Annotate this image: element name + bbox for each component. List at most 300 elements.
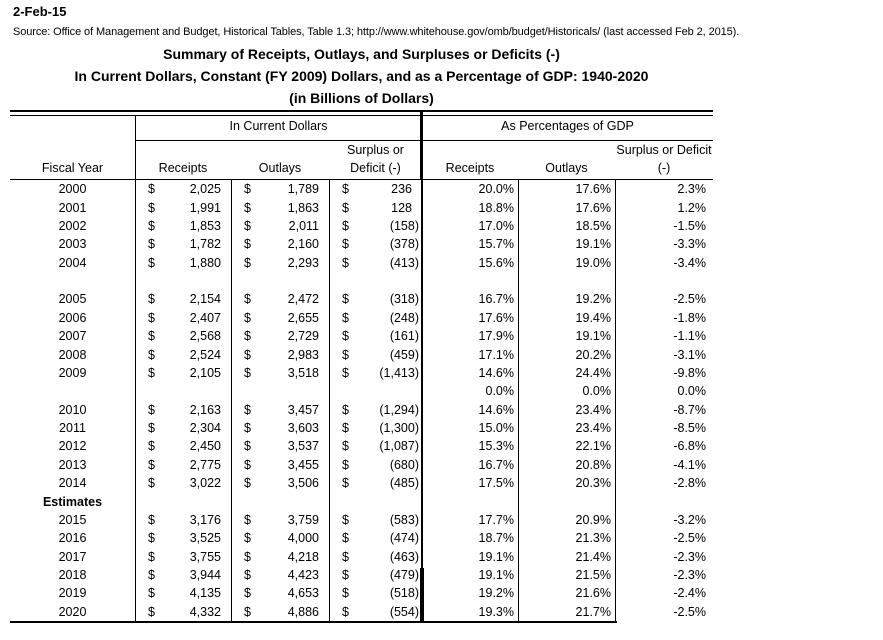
fiscal-year-cell: 2001 <box>58 200 87 215</box>
outlays-pct-gdp-cell: 20.2% <box>575 347 611 362</box>
table-row-2010 <box>10 401 713 419</box>
receipts-value: 2,568 <box>189 329 221 344</box>
outlays-dollars-cell <box>231 382 329 400</box>
currency-symbol: $ <box>342 365 349 380</box>
receipts-value: 1,782 <box>189 237 221 252</box>
table-row-2017 <box>10 548 713 566</box>
table-row-2009 <box>10 364 713 382</box>
outlays-pct-gdp-cell: 24.4% <box>575 365 611 380</box>
table-row-2003 <box>10 235 713 253</box>
receipts-pct-gdp-cell: 17.1% <box>478 347 514 362</box>
table-row-2008 <box>10 345 713 363</box>
outlays-dollars-cell <box>231 548 329 566</box>
receipts-value: 2,025 <box>189 182 221 197</box>
surplus-pct-gdp-cell: -8.5% <box>673 421 706 436</box>
outlays-dollars-cell <box>231 180 329 198</box>
currency-symbol: $ <box>148 365 155 380</box>
outlays-value: 3,455 <box>287 457 319 472</box>
surplus-pct-gdp-cell: -2.5% <box>673 531 706 546</box>
outlays-pct-gdp-cell: 21.5% <box>575 568 611 583</box>
fiscal-year-cell: 2006 <box>58 310 87 325</box>
table-row-2004 <box>10 254 713 272</box>
surplus-dollars-cell <box>329 456 422 474</box>
receipts-value: 3,944 <box>189 568 221 583</box>
surplus-pct-gdp-cell: -8.7% <box>673 402 706 417</box>
outlays-value: 3,518 <box>287 365 319 380</box>
surplus-value: (463) <box>389 549 419 564</box>
receipts-dollars-cell <box>135 511 231 529</box>
surplus-pct-gdp-cell: -2.3% <box>673 568 706 583</box>
currency-symbol: $ <box>148 549 155 564</box>
receipts-pct-gdp-cell: 17.6% <box>478 310 514 325</box>
currency-symbol: $ <box>244 292 251 307</box>
currency-symbol: $ <box>148 421 155 436</box>
outlays-value: 4,886 <box>287 604 319 619</box>
receipts-value: 1,853 <box>189 218 221 233</box>
fiscal-year-cell: 2020 <box>58 604 87 619</box>
surplus-dollars-cell <box>329 437 422 455</box>
currency-symbol: $ <box>342 512 349 527</box>
outlays-value: 2,729 <box>287 329 319 344</box>
receipts-pct-gdp-cell: 18.7% <box>478 531 514 546</box>
currency-symbol: $ <box>244 237 251 252</box>
currency-symbol: $ <box>342 218 349 233</box>
outlays-pct-gdp-cell: 20.8% <box>575 457 611 472</box>
surplus-pct-gdp-cell: -2.8% <box>673 476 706 491</box>
col-header-outlays-current: Outlays <box>258 161 302 175</box>
currency-symbol: $ <box>342 568 349 583</box>
surplus-value: (318) <box>389 292 419 307</box>
surplus-dollars-cell <box>329 345 422 363</box>
currency-symbol: $ <box>148 292 155 307</box>
receipts-dollars-cell <box>135 492 231 510</box>
surplus-dollars-cell <box>329 474 422 492</box>
outlays-value: 1,789 <box>287 182 319 197</box>
outlays-value: 2,011 <box>288 218 319 233</box>
currency-symbol: $ <box>148 329 155 344</box>
surplus-value: (161) <box>389 329 419 344</box>
currency-symbol: $ <box>148 200 155 215</box>
receipts-dollars-cell <box>135 254 231 272</box>
outlays-dollars-cell <box>231 272 329 290</box>
outlays-pct-gdp-cell <box>518 272 615 290</box>
outlays-value: 4,423 <box>287 568 319 583</box>
outlays-value: 1,863 <box>287 200 319 215</box>
outlays-dollars-cell <box>231 456 329 474</box>
surplus-pct-gdp-cell: -1.8% <box>673 310 706 325</box>
currency-symbol: $ <box>148 255 155 270</box>
surplus-dollars-cell <box>329 492 422 510</box>
currency-symbol: $ <box>148 568 155 583</box>
outlays-pct-gdp-cell: 20.3% <box>575 476 611 491</box>
surplus-dollars-cell <box>329 584 422 602</box>
surplus-pct-gdp-cell: -6.8% <box>673 439 706 454</box>
surplus-value: (248) <box>389 310 419 325</box>
receipts-value: 3,022 <box>189 476 221 491</box>
outlays-dollars-cell <box>231 364 329 382</box>
table-top-border-outer <box>10 110 713 112</box>
outlays-pct-gdp-cell: 0.0% <box>582 384 611 399</box>
currency-symbol: $ <box>244 218 251 233</box>
receipts-value: 3,755 <box>189 549 221 564</box>
currency-symbol: $ <box>148 310 155 325</box>
date-label: 2-Feb-15 <box>13 4 67 19</box>
surplus-pct-gdp-cell: -3.3% <box>673 237 706 252</box>
surplus-value: 128 <box>391 200 412 215</box>
table-title: Summary of Receipts, Outlays, and Surpluses or Deficits (-) <box>163 46 560 62</box>
outlays-dollars-cell <box>231 603 329 621</box>
currency-symbol: $ <box>244 439 251 454</box>
source-citation: Source: Office of Management and Budget, Historical Tables, Table 1.3; http://www.whitehouse.gov/omb/budget/Historicals/ (last accessed Feb 2, 2015). <box>13 26 740 38</box>
surplus-dollars-cell <box>329 529 422 547</box>
fiscal-year-cell: 2017 <box>58 549 87 564</box>
fiscal-year-cell: 2003 <box>58 237 87 252</box>
receipts-dollars-cell <box>135 327 231 345</box>
surplus-value: (583) <box>389 512 419 527</box>
currency-symbol: $ <box>342 604 349 619</box>
currency-symbol: $ <box>342 347 349 362</box>
receipts-dollars-cell <box>135 456 231 474</box>
surplus-pct-gdp-cell: -2.5% <box>673 292 706 307</box>
receipts-value: 1,991 <box>189 200 221 215</box>
receipts-dollars-cell <box>135 290 231 308</box>
receipts-pct-gdp-cell: 17.5% <box>478 476 514 491</box>
surplus-dollars-cell <box>329 364 422 382</box>
receipts-pct-gdp-cell: 19.1% <box>478 549 514 564</box>
receipts-dollars-cell <box>135 401 231 419</box>
outlays-value: 3,759 <box>287 512 319 527</box>
outlays-dollars-cell <box>231 290 329 308</box>
currency-symbol: $ <box>244 347 251 362</box>
currency-symbol: $ <box>148 512 155 527</box>
receipts-value: 2,524 <box>189 347 221 362</box>
surplus-value: (485) <box>389 476 419 491</box>
receipts-value: 2,163 <box>189 402 221 417</box>
currency-symbol: $ <box>342 457 349 472</box>
receipts-value: 2,775 <box>189 457 221 472</box>
fiscal-year-cell <box>10 272 135 290</box>
receipts-pct-gdp-cell: 17.7% <box>478 512 514 527</box>
surplus-value: (474) <box>389 531 419 546</box>
receipts-pct-gdp-cell: 18.8% <box>478 200 514 215</box>
surplus-value: (1,413) <box>379 365 419 380</box>
currency-symbol: $ <box>148 586 155 601</box>
outlays-value: 2,472 <box>287 292 319 307</box>
surplus-value: (1,087) <box>379 439 419 454</box>
fiscal-year-cell: 2009 <box>58 365 87 380</box>
surplus-dollars-cell <box>329 419 422 437</box>
fiscal-year-cell: 2014 <box>58 476 87 491</box>
currency-symbol: $ <box>148 439 155 454</box>
receipts-dollars-cell <box>135 603 231 621</box>
currency-symbol: $ <box>244 457 251 472</box>
surplus-value: (554) <box>389 604 419 619</box>
outlays-value: 4,000 <box>287 531 319 546</box>
table-row-2007 <box>10 327 713 345</box>
currency-symbol: $ <box>342 531 349 546</box>
table-subtitle: In Current Dollars, Constant (FY 2009) Dollars, and as a Percentage of GDP: 1940-2020 <box>74 68 649 84</box>
currency-symbol: $ <box>148 604 155 619</box>
surplus-dollars-cell <box>329 198 422 216</box>
surplus-dollars-cell <box>329 511 422 529</box>
receipts-pct-gdp-cell: 15.3% <box>478 439 514 454</box>
receipts-pct-gdp-cell: 17.0% <box>478 218 514 233</box>
outlays-pct-gdp-cell: 21.3% <box>575 531 611 546</box>
receipts-dollars-cell <box>135 474 231 492</box>
receipts-pct-gdp-cell: 20.0% <box>478 182 514 197</box>
table-row-2015 <box>10 511 713 529</box>
receipts-value: 2,154 <box>189 292 221 307</box>
receipts-pct-gdp-cell: 15.7% <box>478 237 514 252</box>
table-row-blank <box>10 272 713 290</box>
surplus-pct-gdp-cell: 1.2% <box>677 200 706 215</box>
surplus-pct-gdp-cell: -2.4% <box>673 586 706 601</box>
currency-symbol: $ <box>244 549 251 564</box>
outlays-value: 4,218 <box>287 549 319 564</box>
currency-symbol: $ <box>342 476 349 491</box>
surplus-dollars-cell <box>329 217 422 235</box>
table-row-zeros <box>10 382 713 400</box>
outlays-pct-gdp-cell: 18.5% <box>575 218 611 233</box>
currency-symbol: $ <box>148 237 155 252</box>
surplus-pct-gdp-cell: -1.1% <box>673 329 706 344</box>
receipts-dollars-cell <box>135 548 231 566</box>
currency-symbol: $ <box>148 531 155 546</box>
receipts-dollars-cell <box>135 272 231 290</box>
receipts-dollars-cell <box>135 566 231 584</box>
currency-symbol: $ <box>244 182 251 197</box>
receipts-pct-gdp-cell <box>422 492 518 510</box>
surplus-dollars-cell <box>329 254 422 272</box>
currency-symbol: $ <box>342 586 349 601</box>
outlays-dollars-cell <box>231 345 329 363</box>
receipts-pct-gdp-cell: 16.7% <box>478 457 514 472</box>
currency-symbol: $ <box>148 457 155 472</box>
surplus-pct-gdp-cell: -3.4% <box>673 255 706 270</box>
fiscal-year-cell: 2010 <box>58 402 87 417</box>
surplus-value: (479) <box>389 568 419 583</box>
currency-symbol: $ <box>244 365 251 380</box>
outlays-pct-gdp-cell: 17.6% <box>575 182 611 197</box>
surplus-pct-gdp-cell <box>615 272 713 290</box>
receipts-value: 2,105 <box>189 365 221 380</box>
currency-symbol: $ <box>148 218 155 233</box>
surplus-dollars-cell <box>329 327 422 345</box>
surplus-value: (413) <box>389 255 419 270</box>
table-row-2016 <box>10 529 713 547</box>
receipts-dollars-cell <box>135 437 231 455</box>
currency-symbol: $ <box>148 347 155 362</box>
outlays-dollars-cell <box>231 474 329 492</box>
surplus-pct-gdp-cell: -3.2% <box>673 512 706 527</box>
fiscal-year-cell: 2004 <box>58 255 87 270</box>
outlays-value: 2,160 <box>287 237 319 252</box>
outlays-pct-gdp-cell: 21.7% <box>575 604 611 619</box>
outlays-pct-gdp-cell: 21.4% <box>575 549 611 564</box>
outlays-value: 4,653 <box>287 586 319 601</box>
surplus-value: (378) <box>389 237 419 252</box>
outlays-pct-gdp-cell: 19.4% <box>575 310 611 325</box>
currency-symbol: $ <box>342 402 349 417</box>
receipts-dollars-cell <box>135 529 231 547</box>
outlays-pct-gdp-cell: 17.6% <box>575 200 611 215</box>
fiscal-year-cell: 2013 <box>58 457 87 472</box>
col-header-outlays-pct: Outlays <box>545 161 588 175</box>
col-header-receipts-pct: Receipts <box>445 161 495 175</box>
receipts-value: 1,880 <box>189 255 221 270</box>
surplus-dollars-cell <box>329 272 422 290</box>
table-row-2018 <box>10 566 713 584</box>
currency-symbol: $ <box>342 439 349 454</box>
table-bottom-border <box>10 621 617 623</box>
receipts-value: 3,176 <box>189 512 221 527</box>
budget-summary-table <box>10 110 713 623</box>
outlays-pct-gdp-cell: 23.4% <box>575 402 611 417</box>
outlays-dollars-cell <box>231 217 329 235</box>
receipts-value: 4,135 <box>189 586 221 601</box>
group-header-pct-gdp: As Percentages of GDP <box>501 119 634 133</box>
receipts-dollars-cell <box>135 419 231 437</box>
receipts-dollars-cell <box>135 309 231 327</box>
outlays-pct-gdp-cell: 19.2% <box>575 292 611 307</box>
currency-symbol: $ <box>244 255 251 270</box>
receipts-pct-gdp-cell: 0.0% <box>485 384 514 399</box>
currency-symbol: $ <box>244 531 251 546</box>
fiscal-year-cell <box>10 382 135 400</box>
currency-symbol: $ <box>244 586 251 601</box>
surplus-pct-gdp-cell: -4.1% <box>673 457 706 472</box>
surplus-value: (1,300) <box>379 421 419 436</box>
currency-symbol: $ <box>244 310 251 325</box>
surplus-dollars-cell <box>329 235 422 253</box>
receipts-value: 2,450 <box>189 439 221 454</box>
fiscal-year-cell: 2016 <box>58 531 87 546</box>
table-row-2011 <box>10 419 713 437</box>
surplus-dollars-cell <box>329 548 422 566</box>
receipts-pct-gdp-cell: 14.6% <box>478 365 514 380</box>
fiscal-year-cell: 2007 <box>58 329 87 344</box>
surplus-dollars-cell <box>329 603 422 621</box>
fiscal-year-cell: 2018 <box>58 568 87 583</box>
outlays-pct-gdp-cell: 19.1% <box>575 329 611 344</box>
outlays-dollars-cell <box>231 419 329 437</box>
outlays-value: 2,983 <box>287 347 319 362</box>
outlays-dollars-cell <box>231 198 329 216</box>
receipts-pct-gdp-cell: 14.6% <box>478 402 514 417</box>
col-header-surplus-current: Surplus or Deficit (-) <box>347 143 404 175</box>
currency-symbol: $ <box>244 476 251 491</box>
receipts-dollars-cell <box>135 584 231 602</box>
currency-symbol: $ <box>244 200 251 215</box>
surplus-dollars-cell <box>329 566 422 584</box>
fiscal-year-cell: 2002 <box>58 218 87 233</box>
currency-symbol: $ <box>148 402 155 417</box>
currency-symbol: $ <box>244 568 251 583</box>
outlays-dollars-cell <box>231 401 329 419</box>
col-header-surplus-pct: Surplus or Deficit (-) <box>616 143 712 175</box>
currency-symbol: $ <box>244 421 251 436</box>
currency-symbol: $ <box>244 329 251 344</box>
surplus-dollars-cell <box>329 309 422 327</box>
outlays-dollars-cell <box>231 511 329 529</box>
outlays-value: 3,457 <box>287 402 319 417</box>
receipts-value: 2,407 <box>189 310 221 325</box>
surplus-dollars-cell <box>329 180 422 198</box>
receipts-dollars-cell <box>135 217 231 235</box>
fiscal-year-cell: 2011 <box>59 421 86 436</box>
receipts-dollars-cell <box>135 382 231 400</box>
table-units-note: (in Billions of Dollars) <box>289 90 434 106</box>
outlays-pct-gdp-cell: 19.1% <box>575 237 611 252</box>
surplus-value: 236 <box>391 182 412 197</box>
fiscal-year-cell: 2008 <box>58 347 87 362</box>
table-row-label <box>10 492 713 510</box>
outlays-dollars-cell <box>231 492 329 510</box>
surplus-value: (459) <box>389 347 419 362</box>
table-row-2012 <box>10 437 713 455</box>
outlays-dollars-cell <box>231 309 329 327</box>
surplus-pct-gdp-cell: 2.3% <box>677 182 706 197</box>
surplus-dollars-cell <box>329 401 422 419</box>
fiscal-year-cell: 2015 <box>58 512 87 527</box>
col-header-fiscal-year: Fiscal Year <box>41 161 104 175</box>
surplus-value: (680) <box>389 457 419 472</box>
receipts-value: 3,525 <box>189 531 221 546</box>
receipts-dollars-cell <box>135 198 231 216</box>
surplus-value: (158) <box>389 218 419 233</box>
outlays-pct-gdp-cell: 23.4% <box>575 421 611 436</box>
table-row-2020 <box>10 603 713 621</box>
surplus-dollars-cell <box>329 382 422 400</box>
estimates-section-label: Estimates <box>42 494 103 509</box>
surplus-pct-gdp-cell <box>615 492 713 510</box>
currency-symbol: $ <box>244 402 251 417</box>
outlays-value: 2,655 <box>287 310 319 325</box>
currency-symbol: $ <box>148 476 155 491</box>
receipts-pct-gdp-cell: 15.6% <box>478 255 514 270</box>
group-header-current-dollars: In Current Dollars <box>229 119 328 133</box>
outlays-pct-gdp-cell: 19.0% <box>575 255 611 270</box>
outlays-value: 3,537 <box>287 439 319 454</box>
receipts-pct-gdp-cell <box>422 272 518 290</box>
surplus-dollars-cell <box>329 290 422 308</box>
surplus-value: (518) <box>389 586 419 601</box>
receipts-value: 4,332 <box>189 604 221 619</box>
outlays-dollars-cell <box>231 437 329 455</box>
receipts-dollars-cell <box>135 180 231 198</box>
outlays-pct-gdp-cell: 22.1% <box>575 439 611 454</box>
currency-symbol: $ <box>342 200 349 215</box>
currency-symbol: $ <box>342 182 349 197</box>
outlays-dollars-cell <box>231 235 329 253</box>
outlays-dollars-cell <box>231 529 329 547</box>
table-row-2014 <box>10 474 713 492</box>
outlays-value: 3,603 <box>287 421 319 436</box>
table-row-2001 <box>10 198 713 216</box>
col-header-receipts-current: Receipts <box>158 161 208 175</box>
currency-symbol: $ <box>342 549 349 564</box>
fiscal-year-cell: 2012 <box>58 439 87 454</box>
table-row-2005 <box>10 290 713 308</box>
surplus-pct-gdp-cell: -9.8% <box>673 365 706 380</box>
surplus-pct-gdp-cell: -1.5% <box>673 218 706 233</box>
receipts-pct-gdp-cell: 16.7% <box>478 292 514 307</box>
outlays-dollars-cell <box>231 254 329 272</box>
outlays-dollars-cell <box>231 584 329 602</box>
table-row-2006 <box>10 309 713 327</box>
receipts-dollars-cell <box>135 345 231 363</box>
table-body <box>10 180 713 621</box>
